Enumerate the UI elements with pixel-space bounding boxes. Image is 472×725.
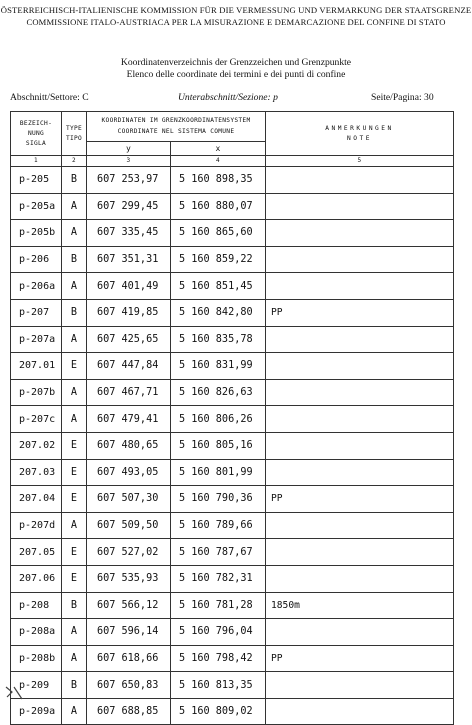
table-row [11, 698, 454, 725]
note-cell [266, 672, 454, 699]
point-type-cell: A [62, 193, 87, 220]
point-type-cell: A [62, 512, 87, 539]
point-type-cell: A [62, 406, 87, 433]
coord-x-cell: 5 160 859,22 [171, 246, 266, 273]
point-type-cell: B [62, 246, 87, 273]
point-id-cell: 207.01 [11, 353, 62, 380]
note-cell [266, 565, 454, 592]
coord-x-cell: 5 160 898,35 [171, 167, 266, 194]
table-row [11, 167, 454, 194]
coord-y-cell: 607 527,02 [87, 539, 171, 566]
subtitle-it: Elenco delle coordinate dei termini e dei punti di confine [126, 69, 346, 80]
col-number-3: 3 [87, 156, 171, 167]
coord-y-cell: 607 351,31 [87, 246, 171, 273]
table-row [11, 539, 454, 566]
coord-y-cell: 607 480,65 [87, 432, 171, 459]
point-id-cell: p-209 [11, 672, 62, 699]
coord-x-cell: 5 160 801,99 [171, 459, 266, 486]
note-cell [266, 406, 454, 433]
coord-y-cell: 607 419,85 [87, 299, 171, 326]
point-id-cell: 207.04 [11, 486, 62, 513]
point-id-cell: 207.06 [11, 565, 62, 592]
note-cell: PP [266, 645, 454, 672]
table-row [11, 326, 454, 353]
table-row [11, 299, 454, 326]
coord-y-cell: 607 618,66 [87, 645, 171, 672]
coord-x-cell: 5 160 880,07 [171, 193, 266, 220]
table-row [11, 459, 454, 486]
point-id-cell: p-205b [11, 220, 62, 247]
table-row [11, 193, 454, 220]
note-cell [266, 459, 454, 486]
col-header-notes: ANMERKUNGEN NOTE [266, 112, 454, 156]
point-type-cell: E [62, 565, 87, 592]
point-id-cell: p-206 [11, 246, 62, 273]
coordinate-table [10, 111, 454, 725]
point-id-cell: 207.05 [11, 539, 62, 566]
point-type-cell: A [62, 220, 87, 247]
coord-x-cell: 5 160 789,66 [171, 512, 266, 539]
header-line-de: ÖSTERREICHISCH-ITALIENISCHE KOMMISSION FÜR DIE VERMESSUNG UND VERMARKUNG DER STAATSGRENZE [0, 5, 472, 15]
coord-x-cell: 5 160 806,26 [171, 406, 266, 433]
point-type-cell: B [62, 672, 87, 699]
col-number-5: 5 [266, 156, 454, 167]
point-type-cell: A [62, 273, 87, 300]
point-id-cell: p-208 [11, 592, 62, 619]
coord-y-cell: 607 335,45 [87, 220, 171, 247]
header-line-it: COMMISSIONE ITALO-AUSTRIACA PER LA MISURAZIONE E DEMARCAZIONE DEL CONFINE DI STATO [26, 17, 446, 27]
table-row [11, 645, 454, 672]
coord-x-cell: 5 160 826,63 [171, 379, 266, 406]
col-number-1: 1 [11, 156, 62, 167]
subtitle-de: Koordinatenverzeichnis der Grenzzeichen und Grenzpunkte [120, 57, 352, 68]
point-type-cell: A [62, 619, 87, 646]
coord-x-cell: 5 160 813,35 [171, 672, 266, 699]
coord-y-cell: 607 535,93 [87, 565, 171, 592]
coord-x-cell: 5 160 851,45 [171, 273, 266, 300]
point-type-cell: E [62, 486, 87, 513]
coord-y-cell: 607 596,14 [87, 619, 171, 646]
table-row [11, 406, 454, 433]
col-number-2: 2 [62, 156, 87, 167]
point-type-cell: E [62, 353, 87, 380]
coord-x-cell: 5 160 865,60 [171, 220, 266, 247]
coord-y-cell: 607 650,83 [87, 672, 171, 699]
point-id-cell: p-207b [11, 379, 62, 406]
point-type-cell: A [62, 698, 87, 725]
coord-x-cell: 5 160 790,36 [171, 486, 266, 513]
coord-x-cell: 5 160 842,80 [171, 299, 266, 326]
col-header-y: y [87, 142, 171, 156]
coord-x-cell: 5 160 798,42 [171, 645, 266, 672]
point-type-cell: A [62, 645, 87, 672]
coord-y-cell: 607 425,65 [87, 326, 171, 353]
table-row [11, 379, 454, 406]
coord-x-cell: 5 160 809,02 [171, 698, 266, 725]
table-row [11, 353, 454, 380]
coord-y-cell: 607 509,50 [87, 512, 171, 539]
point-type-cell: A [62, 326, 87, 353]
subsection-label: Unterabschnitt/Sezione: p [178, 92, 278, 103]
note-cell [266, 512, 454, 539]
point-id-cell: p-207 [11, 299, 62, 326]
point-id-cell: p-209a [11, 698, 62, 725]
coord-y-cell: 607 253,97 [87, 167, 171, 194]
table-row [11, 619, 454, 646]
note-cell [266, 698, 454, 725]
coord-y-cell: 607 566,12 [87, 592, 171, 619]
col-number-4: 4 [171, 156, 266, 167]
note-cell [266, 326, 454, 353]
coord-x-cell: 5 160 835,78 [171, 326, 266, 353]
coord-x-cell: 5 160 782,31 [171, 565, 266, 592]
scan-corner-mark [4, 683, 26, 701]
coord-x-cell: 5 160 787,67 [171, 539, 266, 566]
note-cell: PP [266, 299, 454, 326]
note-cell [266, 353, 454, 380]
point-id-cell: p-207c [11, 406, 62, 433]
point-id-cell: p-208b [11, 645, 62, 672]
coord-x-cell: 5 160 831,99 [171, 353, 266, 380]
coord-y-cell: 607 479,41 [87, 406, 171, 433]
table-row [11, 273, 454, 300]
col-header-designation: BEZEICH- NUNG SIGLA [11, 112, 62, 156]
point-id-cell: p-205 [11, 167, 62, 194]
table-row [11, 246, 454, 273]
note-cell [266, 167, 454, 194]
note-cell: 1850m [266, 592, 454, 619]
table-row [11, 432, 454, 459]
table-row [11, 592, 454, 619]
point-type-cell: A [62, 379, 87, 406]
col-header-x: x [171, 142, 266, 156]
point-id-cell: p-205a [11, 193, 62, 220]
note-cell [266, 619, 454, 646]
coord-x-cell: 5 160 796,04 [171, 619, 266, 646]
scan-mark-icon [4, 683, 26, 701]
coord-y-cell: 607 447,84 [87, 353, 171, 380]
table-row [11, 512, 454, 539]
point-type-cell: E [62, 459, 87, 486]
section-label: Abschnitt/Settore: C [10, 92, 89, 103]
note-cell: PP [266, 486, 454, 513]
coord-y-cell: 607 688,85 [87, 698, 171, 725]
table-row [11, 565, 454, 592]
note-cell [266, 220, 454, 247]
coord-y-cell: 607 299,45 [87, 193, 171, 220]
col-header-type: TYPE TIPO [62, 112, 87, 156]
table-row [11, 672, 454, 699]
coord-y-cell: 607 507,30 [87, 486, 171, 513]
point-type-cell: B [62, 299, 87, 326]
point-type-cell: B [62, 167, 87, 194]
point-id-cell: 207.02 [11, 432, 62, 459]
coord-y-cell: 607 401,49 [87, 273, 171, 300]
coord-x-cell: 5 160 805,16 [171, 432, 266, 459]
note-cell [266, 193, 454, 220]
note-cell [266, 273, 454, 300]
point-id-cell: 207.03 [11, 459, 62, 486]
note-cell [266, 539, 454, 566]
point-type-cell: E [62, 539, 87, 566]
table-row [11, 486, 454, 513]
table-row [11, 220, 454, 247]
coord-x-cell: 5 160 781,28 [171, 592, 266, 619]
note-cell [266, 246, 454, 273]
coord-y-cell: 607 493,05 [87, 459, 171, 486]
point-id-cell: p-207a [11, 326, 62, 353]
point-id-cell: p-207d [11, 512, 62, 539]
note-cell [266, 432, 454, 459]
coord-y-cell: 607 467,71 [87, 379, 171, 406]
point-type-cell: E [62, 432, 87, 459]
col-header-coordinates: KOORDINATEN IM GRENZKOORDINATENSYSTEM COORDINATE NEL SISTEMA COMUNE [87, 112, 266, 142]
note-cell [266, 379, 454, 406]
point-id-cell: p-208a [11, 619, 62, 646]
page-number-label: Seite/Pagina: 30 [371, 92, 434, 103]
point-type-cell: B [62, 592, 87, 619]
point-id-cell: p-206a [11, 273, 62, 300]
